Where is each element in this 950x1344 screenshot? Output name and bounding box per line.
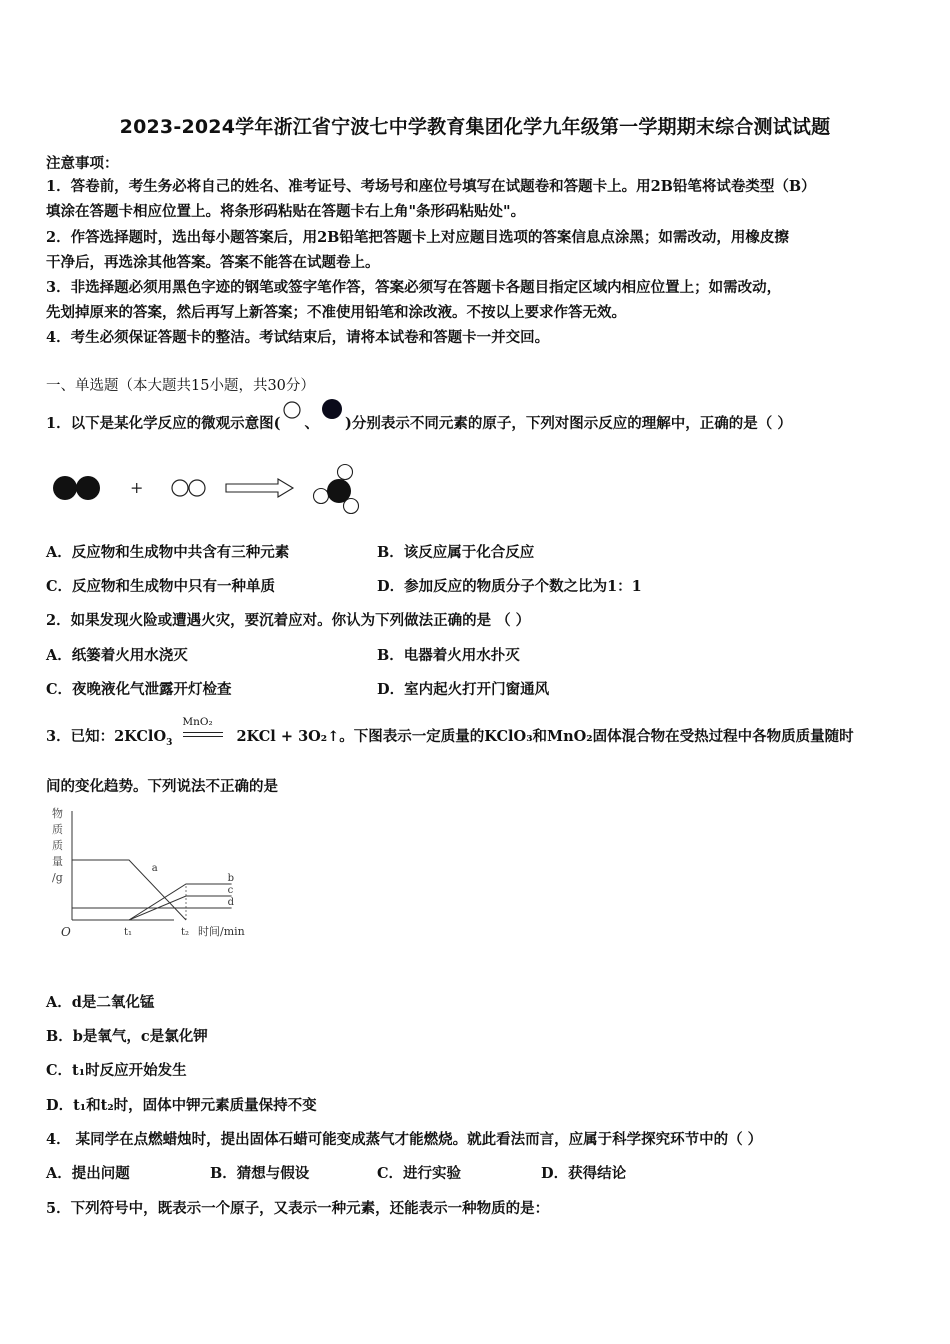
series-label: a bbox=[151, 862, 158, 874]
y-axis-label: 物 bbox=[52, 807, 63, 820]
notice-heading: 注意事项： bbox=[46, 155, 119, 172]
section-heading: 一、单选题（本大题共15小题，共30分） bbox=[46, 378, 315, 394]
catalyst-label: MnO₂ bbox=[182, 716, 213, 728]
notice-line: 干净后，再选涂其他答案。答案不能答在试题卷上。 bbox=[46, 254, 380, 271]
tick-label: t₁ bbox=[124, 927, 133, 938]
q4-option-d: D．获得结论 bbox=[541, 1165, 627, 1182]
page-title: 2023-2024学年浙江省宁波七中学教育集团化学九年级第一学期期末综合测试试题 bbox=[119, 116, 831, 138]
q4-option-b: B．猜想与假设 bbox=[210, 1165, 310, 1182]
tick-label: t₂ bbox=[181, 927, 190, 938]
q3-stem: 3．已知：2KClO$_3$ MnO₂ 2KCl + 3O₂↑。下图表示一定质量的KClO₃和MnO₂固体混合物在受热过程中各物质质量随时 bbox=[46, 727, 854, 753]
series-label: c bbox=[227, 885, 234, 896]
q3-option-a: A．d是二氧化锰 bbox=[46, 994, 155, 1011]
white-atom-icon bbox=[172, 480, 188, 496]
white-atom-icon bbox=[338, 465, 353, 480]
y-axis-label: 量 bbox=[52, 855, 63, 868]
notice-line: 3．非选择题必须用黑色字迹的钢笔或签字笔作答，答案必须写在答题卡各题目指定区域内相应位置上；如需改动， bbox=[46, 279, 782, 296]
notice-line: 4．考生必须保证答题卡的整洁。考试结束后，请将本试卷和答题卡一并交回。 bbox=[46, 329, 550, 346]
q1-option-a: A．反应物和生成物中共含有三种元素 bbox=[46, 544, 290, 561]
y-axis-label: 质 bbox=[52, 823, 63, 836]
q1-stem: 1．以下是某化学反应的微观示意图( 、 )分别表示不同元素的原子，下列对图示反应的理解中，正确的是（ ） bbox=[46, 414, 792, 434]
q2-option-b: B．电器着火用水扑灭 bbox=[377, 647, 520, 664]
q1-option-d: D．参加反应的物质分子个数之比为1：1 bbox=[377, 578, 642, 595]
black-atom-icon bbox=[53, 476, 77, 500]
black-atom-icon bbox=[321, 398, 343, 420]
series-line-a bbox=[72, 860, 186, 920]
q2-option-d: D．室内起火打开门窗通风 bbox=[377, 681, 550, 698]
notice-line: 2．作答选择题时，选出每小题答案后，用2B铅笔把答题卡上对应题目选项的答案信息点涂黑；如需改动，用橡皮擦 bbox=[46, 229, 789, 246]
q3-option-d: D．t₁和t₂时，固体中钾元素质量保持不变 bbox=[46, 1097, 317, 1114]
series-line-b bbox=[72, 884, 232, 920]
q3-option-c: C．t₁时反应开始发生 bbox=[46, 1062, 187, 1079]
q4-option-a: A．提出问题 bbox=[46, 1165, 130, 1182]
y-axis-label: /g bbox=[52, 871, 63, 884]
black-atom-icon bbox=[76, 476, 100, 500]
white-atom-icon bbox=[314, 489, 329, 504]
mass-time-chart bbox=[50, 803, 250, 955]
q4-stem: 4． 某同学在点燃蜡烛时，提出固体石蜡可能变成蒸气才能燃烧。就此看法而言，应属于科学探究环节中的（ ） bbox=[46, 1131, 763, 1148]
x-axis-label: 时间/min bbox=[198, 925, 245, 938]
notice-line: 先划掉原来的答案，然后再写上新答案；不准使用铅笔和涂改液。不按以上要求作答无效。 bbox=[46, 304, 626, 321]
q5-stem: 5．下列符号中，既表示一个原子，又表示一种元素，还能表示一种物质的是： bbox=[46, 1200, 550, 1217]
series-label: b bbox=[227, 873, 235, 884]
arrow-icon bbox=[226, 479, 293, 497]
origin-label: O bbox=[61, 925, 71, 939]
y-axis-label: 质 bbox=[52, 839, 63, 852]
q4-option-c: C．进行实验 bbox=[377, 1165, 462, 1182]
q2-option-a: A．纸篓着火用水浇灭 bbox=[46, 647, 188, 664]
plus-sign: + bbox=[130, 478, 144, 497]
notice-line: 填涂在答题卡相应位置上。将条形码粘贴在答题卡右上角"条形码粘贴处"。 bbox=[46, 203, 526, 220]
q3-stem-end: 间的变化趋势。下列说法不正确的是 bbox=[46, 778, 278, 795]
q1-option-c: C．反应物和生成物中只有一种单质 bbox=[46, 578, 276, 595]
reaction-diagram bbox=[46, 460, 376, 522]
q2-option-c: C．夜晚液化气泄露开灯检查 bbox=[46, 681, 232, 698]
black-atom-icon bbox=[327, 479, 351, 503]
white-atom-icon bbox=[189, 480, 205, 496]
q2-stem: 2．如果发现火险或遭遇火灾，要沉着应对。你认为下列做法正确的是 （ ） bbox=[46, 612, 531, 629]
series-label: d bbox=[227, 897, 235, 908]
q1-option-b: B．该反应属于化合反应 bbox=[377, 544, 535, 561]
q3-option-b: B．b是氧气，c是氯化钾 bbox=[46, 1028, 208, 1045]
notice-line: 1．答卷前，考生务必将自己的姓名、准考证号、考场号和座位号填写在试题卷和答题卡上。用2B铅笔将试卷类型（B） bbox=[46, 178, 816, 195]
equals-sign bbox=[183, 732, 223, 737]
white-atom-icon bbox=[282, 400, 302, 420]
